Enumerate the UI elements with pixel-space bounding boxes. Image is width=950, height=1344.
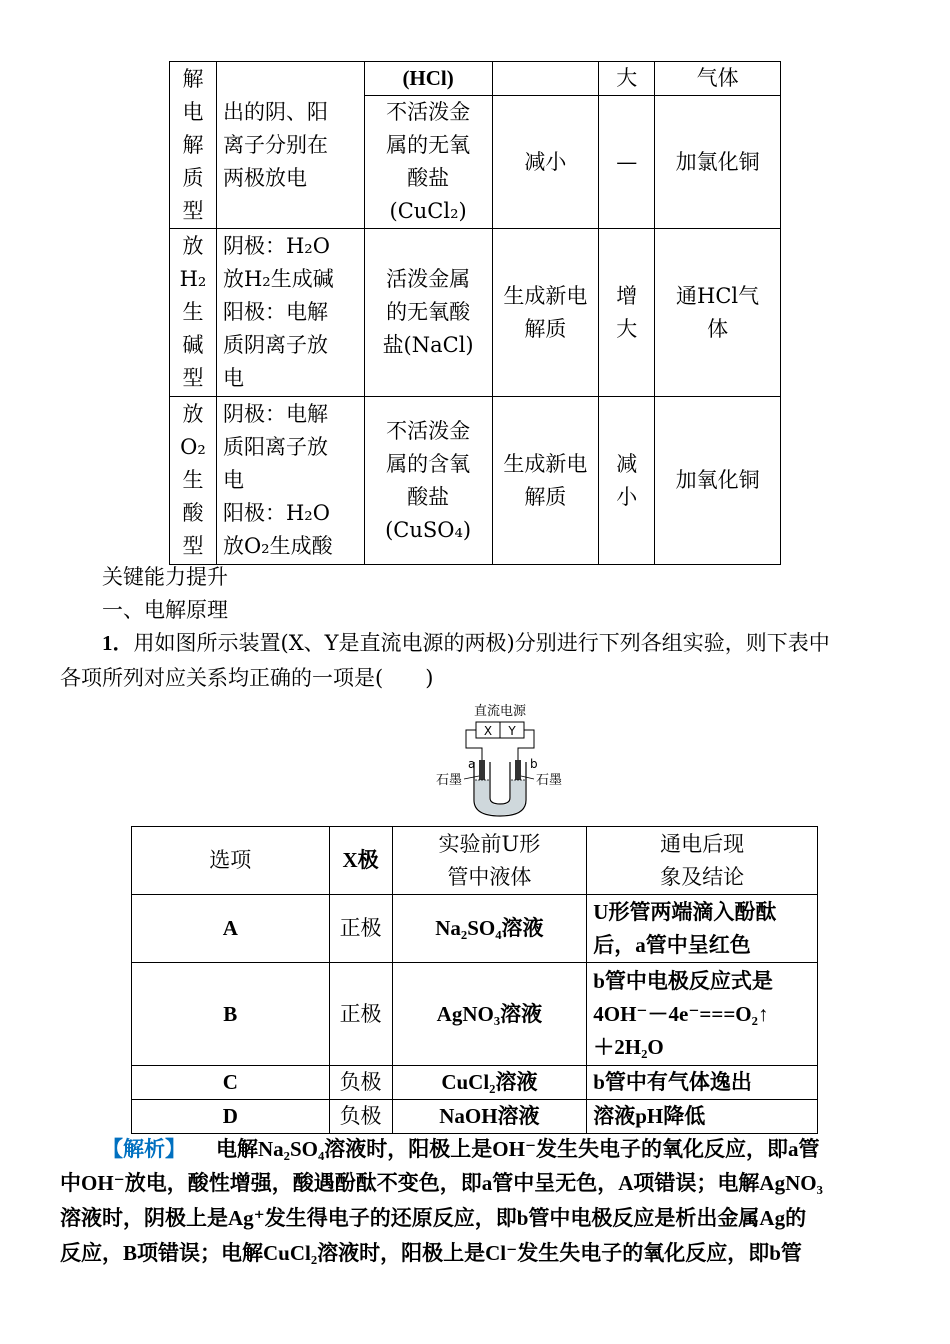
analysis-line-4: 反应，B项错误；电解CuCl₂溶液时，阳极上是Cl⁻发生失电子的氧化反应，即b管 [60,1241,802,1265]
electrolyte-cell: 活泼金属 的无氧酸 盐(NaCl) [364,229,492,397]
x-pole-cell: 负极 [329,1066,392,1100]
electrolyte-cell: (HCl) [364,62,492,96]
principle-cell: 阴极：电解 质阳离子放 电 阳极：H₂O 放O₂生成酸 [216,397,364,565]
concentration-cell: 生成新电 解质 [492,229,599,397]
electrolysis-types-table [169,61,781,565]
principle-cell: 阴极：H₂O 放H₂生成碱 阳极：电解 质阴离子放 电 [216,229,364,397]
x-pole-cell: 正极 [329,895,392,963]
restore-cell: 气体 [655,62,781,96]
question-number: 1． [102,631,134,655]
type-cell: 解 电 解 质 型 [170,62,217,229]
header-option: 选项 [132,827,330,895]
restore-cell: 加氧化铜 [655,397,781,565]
analysis-line-1: 【解析】 电解Na₂SO₄溶液时，阳极上是OH⁻发生失电子的氧化反应，即a管 [102,1136,820,1161]
restore-cell: 加氯化铜 [655,96,781,229]
u-tube-electrolysis-figure [430,700,570,820]
liquid-cell: Na₂SO₄溶液 [392,895,587,963]
option-cell: C [132,1066,330,1100]
type-cell: 放 H₂ 生 碱 型 [170,229,217,397]
b-tube-label: b [530,757,538,771]
analysis-line-3: 溶液时，阴极上是Ag⁺发生得电子的还原反应，即b管中电极反应是析出金属Ag的 [60,1206,807,1230]
result-cell: U形管两端滴入酚酞 后，a管中呈红色 [587,895,818,963]
liquid-cell: NaOH溶液 [392,1100,587,1134]
subsection-title: 一、电解原理 [102,598,228,622]
concentration-cell: 生成新电 解质 [492,397,599,565]
x-pole-cell: 正极 [329,963,392,1066]
section-title: 关键能力提升 [102,565,228,589]
right-electrode-label: 石墨 [536,773,563,788]
option-cell: D [132,1100,330,1134]
x-pole-label: X [483,724,493,738]
header-liquid: 实验前U形 管中液体 [392,827,587,895]
electrolyte-cell: 不活泼金 属的含氧 酸盐 (CuSO₄) [364,397,492,565]
ph-cell: — [599,96,655,229]
power-source-label: 直流电源 [473,704,527,719]
electrolyte-cell: 不活泼金 属的无氧 酸盐 (CuCl₂) [364,96,492,229]
y-pole-label: Y [508,724,516,738]
result-cell: b管中有气体逸出 [587,1066,818,1100]
option-cell: B [132,963,330,1066]
result-cell: b管中电极反应式是 4OH⁻－4e⁻===O₂↑ ＋2H₂O [587,963,818,1066]
type-cell: 放 O₂ 生 酸 型 [170,397,217,565]
concentration-cell [492,62,599,96]
header-x-pole: X极 [329,827,392,895]
ph-cell: 减 小 [599,397,655,565]
ph-cell: 大 [599,62,655,96]
left-electrode-label: 石墨 [436,773,463,788]
restore-cell: 通HCl气 体 [655,229,781,397]
x-pole-cell: 负极 [329,1100,392,1134]
result-cell: 溶液pH降低 [587,1100,818,1134]
question-line-2: 各项所列对应关系均正确的一项是( ) [60,666,434,690]
principle-cell: 出的阴、阳 离子分别在 两极放电 [216,62,364,229]
option-cell: A [132,895,330,963]
question-line-1: 1．用如图所示装置(X、Y是直流电源的两极)分别进行下列各组实验，则下表中 [102,631,830,655]
a-tube-label: a [468,757,476,771]
ph-cell: 增 大 [599,229,655,397]
analysis-label: 【解析】 [102,1136,186,1161]
header-result: 通电后现 象及结论 [587,827,818,895]
concentration-cell: 减小 [492,96,599,229]
electrolyte-liquid [475,780,525,815]
analysis-line-2: 中OH⁻放电，酸性增强，酸遇酚酞不变色，即a管中呈无色，A项错误；电解AgNO₃ [60,1171,823,1195]
options-table [131,826,818,1134]
liquid-cell: CuCl₂溶液 [392,1066,587,1100]
liquid-cell: AgNO₃溶液 [392,963,587,1066]
